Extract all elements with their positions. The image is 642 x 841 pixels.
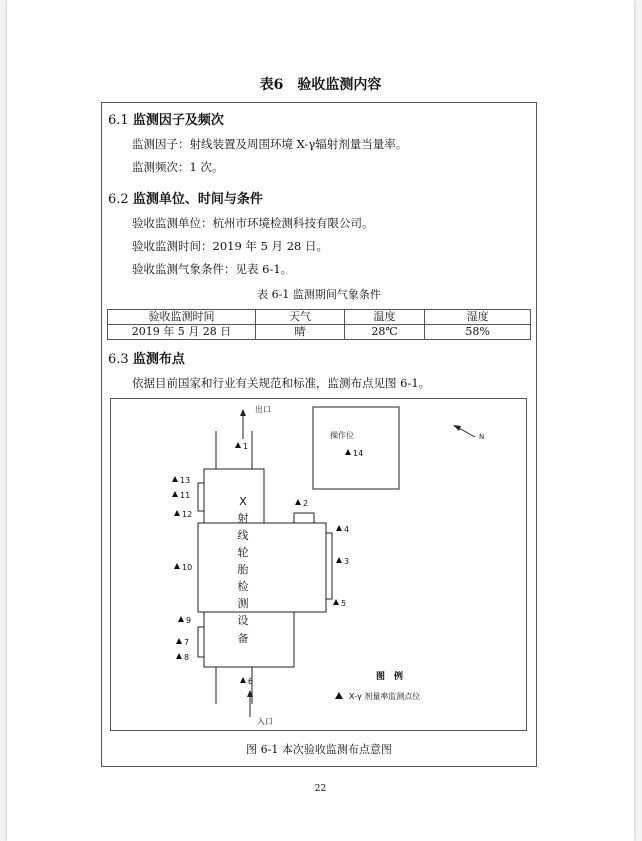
svg-text:10: 10 [182, 563, 193, 572]
table-cell: 28℃ [344, 325, 424, 340]
monitoring-weather: 验收监测气象条件：见表 6-1。 [132, 262, 293, 276]
section-title: 监测布点 [132, 352, 185, 367]
point-5 [333, 599, 346, 608]
svg-text:14: 14 [353, 449, 364, 458]
layout-diagram [110, 398, 527, 731]
svg-text:9: 9 [186, 616, 192, 625]
svg-text:2: 2 [303, 499, 309, 508]
north-arrowhead [453, 425, 461, 431]
device-char: 射 [237, 512, 249, 525]
point-7 [176, 638, 189, 647]
weather-table [107, 309, 531, 340]
svg-text:3: 3 [344, 557, 350, 566]
monitoring-points [172, 442, 363, 686]
header-cell: 验收监测时间 [108, 310, 256, 325]
side-panel [198, 627, 204, 657]
point-10 [174, 563, 192, 572]
point-2 [295, 499, 308, 508]
page-number: 22 [314, 784, 327, 794]
section-number: 6.2 [108, 192, 133, 207]
legend-title: 图 例 [376, 672, 404, 682]
header-cell: 温度 [344, 310, 424, 325]
monitoring-time: 验收监测时间：2019 年 5 月 28 日。 [132, 239, 328, 253]
north-label: N [479, 433, 485, 441]
point-13 [172, 476, 190, 485]
point-14 [345, 449, 363, 458]
section-6-3-heading [108, 348, 185, 367]
document-page [7, 0, 634, 841]
point-8 [176, 653, 189, 662]
table-cell: 58% [425, 325, 531, 340]
svg-text:5: 5 [341, 599, 347, 608]
svg-text:1: 1 [243, 442, 249, 451]
device-char: 测 [237, 597, 249, 610]
figure-caption: 图 6-1 本次验收监测布点意图 [246, 743, 392, 756]
operator-label: 操作位 [330, 431, 354, 440]
legend-item: X-γ 剂量率监测点位 [349, 692, 421, 701]
attachment-box [294, 513, 314, 523]
point-12 [174, 510, 192, 519]
table-cell: 晴 [256, 325, 345, 340]
table-header-row [108, 310, 531, 325]
svg-text:4: 4 [344, 525, 350, 534]
section-title: 监测因子及频次 [132, 113, 224, 128]
header-cell: 天气 [256, 310, 345, 325]
point-1 [235, 442, 248, 451]
device-char: 轮 [237, 546, 249, 559]
section-title: 监测单位、时间与条件 [132, 192, 263, 207]
header-cell: 湿度 [425, 310, 531, 325]
section-6-1-heading [108, 109, 224, 128]
exit-arrowhead [240, 409, 246, 416]
monitoring-unit: 验收监测单位：杭州市环境检测科技有限公司。 [132, 216, 374, 230]
layout-svg [111, 399, 526, 730]
table-row [108, 325, 531, 340]
page-title: 表6 验收监测内容 [259, 77, 382, 93]
table-cell: 2019 年 5 月 28 日 [108, 325, 256, 340]
svg-text:11: 11 [180, 491, 191, 500]
point-11 [172, 491, 190, 500]
svg-text:13: 13 [180, 476, 191, 485]
device-char: 备 [237, 632, 249, 645]
section-6-2-heading [108, 188, 263, 207]
point-4 [336, 525, 349, 534]
side-panel [198, 483, 204, 511]
monitoring-frequency: 监测频次：1 次。 [132, 160, 224, 174]
side-panel [326, 533, 332, 599]
entrance-label: 入口 [257, 717, 273, 726]
device-char: 线 [237, 529, 249, 542]
section-number: 6.1 [108, 113, 133, 128]
section-number: 6.3 [108, 352, 133, 367]
legend-marker [335, 692, 343, 699]
exit-label: 出口 [255, 405, 271, 414]
device-char: X [239, 495, 247, 508]
monitoring-factor: 监测因子：射线装置及周围环境 X-γ辐射剂量当量率。 [132, 137, 408, 151]
svg-text:12: 12 [182, 510, 193, 519]
device-room [198, 523, 326, 612]
svg-text:6: 6 [248, 677, 254, 686]
point-3 [336, 557, 349, 566]
device-label [238, 495, 250, 645]
point-6 [240, 677, 253, 686]
device-char: 设 [237, 614, 249, 627]
device-char: 检 [237, 580, 249, 593]
point-9 [178, 616, 191, 625]
svg-text:7: 7 [184, 638, 190, 647]
operator-room [313, 407, 399, 489]
svg-text:8: 8 [184, 653, 190, 662]
layout-description: 依据目前国家和行业有关规范和标准，监测布点见图 6-1。 [132, 376, 431, 390]
upper-room [204, 469, 264, 523]
lower-room [204, 612, 294, 667]
device-char: 胎 [237, 563, 249, 576]
table-caption: 表 6-1 监测期间气象条件 [257, 288, 381, 301]
